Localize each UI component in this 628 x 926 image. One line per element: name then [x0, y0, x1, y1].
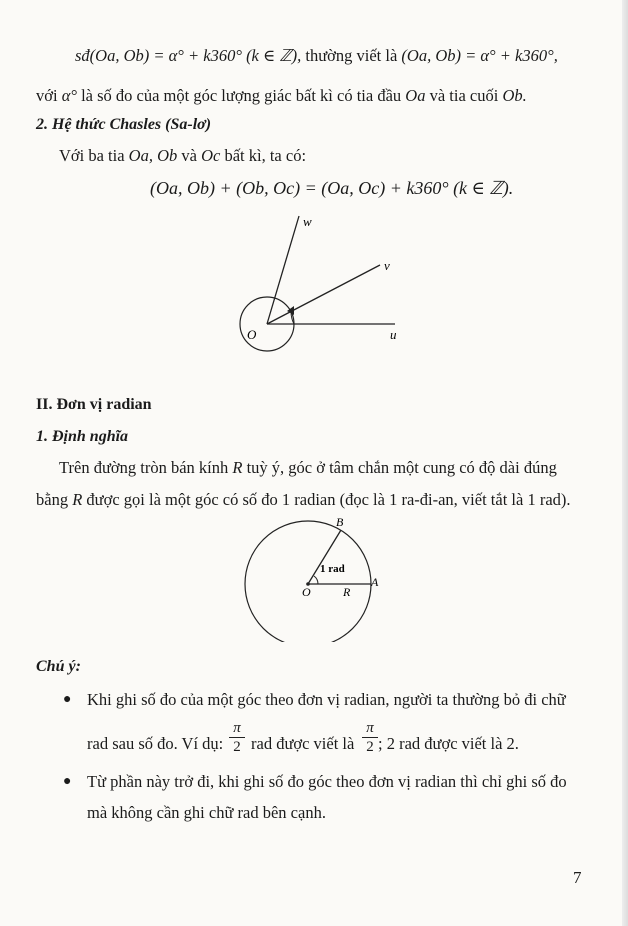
fraction-bar-2 [362, 737, 378, 738]
angle-short-formula: (Oa, Ob) = α° + k360°, [401, 46, 558, 65]
definition-radius-symbol: R [232, 458, 243, 477]
fraction-numerator-2: π [366, 720, 374, 736]
fraction-pi-over-2-second [362, 720, 378, 755]
ray-w [267, 216, 299, 324]
definition-heading-number: 1. [36, 428, 48, 445]
radian-angle-arc [314, 576, 318, 584]
definition-heading-title: Định nghĩa [52, 428, 129, 445]
section-ii-title: Đơn vị radian [56, 396, 152, 413]
definition-line-2a: bằng [36, 490, 69, 509]
definition-line-1 [59, 458, 557, 478]
chasles-intro-suffix: bất kì, ta có: [224, 146, 307, 165]
alpha-description: là số đo của một góc lượng giác bất kì có tia đầu [81, 86, 402, 105]
chasles-figure [220, 208, 420, 358]
ray-v [267, 265, 380, 324]
note-bullet-1-line-2c: ; 2 rad được viết là 2. [378, 734, 519, 753]
radius-ob [308, 530, 341, 584]
note-bullet-1-line-1: Khi ghi số đo của một góc theo đơn vị radian, người ta thường bỏ đi chữ [87, 690, 566, 709]
chasles-formula: (Oa, Ob) + (Ob, Oc) = (Oa, Oc) + k360° (k ∈ ℤ). [150, 178, 514, 198]
label-w: w [303, 214, 312, 229]
chasles-intro-rays: Oa, Ob [128, 146, 178, 165]
label-o: O [247, 327, 257, 342]
definition-line-1b: tuỳ ý, góc ở tâm chắn một cung có độ dài đúng [246, 458, 557, 477]
fraction-bar [229, 737, 245, 738]
fraction-numerator: π [233, 720, 241, 736]
page-edge-shadow [622, 0, 628, 926]
fraction-pi-over-2 [229, 720, 245, 755]
conjunction: và tia cuối [429, 86, 499, 105]
label-a: A [371, 575, 379, 589]
definition-line-2b: được gọi là một góc có số đo 1 radian (đọc là 1 ra-đi-an, viết tắt là 1 rad). [86, 490, 571, 509]
section-ii-number: II. [36, 396, 53, 413]
chasles-intro-prefix: Với ba tia [59, 146, 125, 165]
label-radius-r: R [343, 585, 351, 599]
bullet-dot-2: ● [63, 774, 72, 789]
radian-circle [245, 521, 371, 642]
angle-measure-formula-line [75, 46, 558, 66]
label-b: B [336, 515, 344, 529]
chasles-heading-title: Hệ thức Chasles (Sa-lơ) [52, 116, 212, 133]
chasles-intro-and: và [181, 146, 197, 165]
section-ii-heading [36, 396, 152, 414]
chasles-heading [36, 116, 211, 134]
page-number: 7 [573, 868, 582, 887]
definition-radius-symbol-2: R [72, 490, 83, 509]
label-u: u [390, 327, 397, 342]
one-rad-label: 1 rad [320, 563, 345, 575]
note-bullet-2-line-2: mà không cần ghi chữ rad bên cạnh. [87, 803, 326, 822]
chasles-intro-oc: Oc [201, 146, 221, 165]
bullet-dot-1: ● [63, 692, 72, 707]
fraction-denominator-2: 2 [366, 739, 374, 755]
radian-figure [230, 512, 390, 642]
note-heading: Chú ý: [36, 658, 81, 675]
definition-heading [36, 428, 128, 446]
ray-ob: Ob. [502, 86, 527, 105]
definition-line-1a: Trên đường tròn bán kính [59, 458, 229, 477]
formula-connector: thường viết là [305, 46, 398, 65]
definition-line-2 [36, 490, 571, 510]
label-center-o: O [302, 585, 311, 599]
chasles-heading-number: 2. [36, 116, 48, 133]
alpha-prefix: với [36, 86, 58, 105]
note-bullet-1-line-2b: rad được viết là [251, 734, 355, 753]
ray-oa: Oa [405, 86, 426, 105]
fraction-denominator: 2 [233, 739, 241, 755]
label-v: v [384, 258, 390, 273]
alpha-symbol: α° [61, 86, 77, 105]
chasles-intro [59, 146, 306, 166]
angle-measure-formula: sđ(Oa, Ob) = α° + k360° (k ∈ ℤ), [75, 46, 302, 65]
note-bullet-1-line-2a: rad sau số đo. Ví dụ: [87, 734, 224, 753]
note-bullet-2-line-1: Từ phần này trở đi, khi ghi số đo góc theo đơn vị radian thì chỉ ghi số đo [87, 772, 567, 791]
alpha-description-line [36, 86, 527, 106]
